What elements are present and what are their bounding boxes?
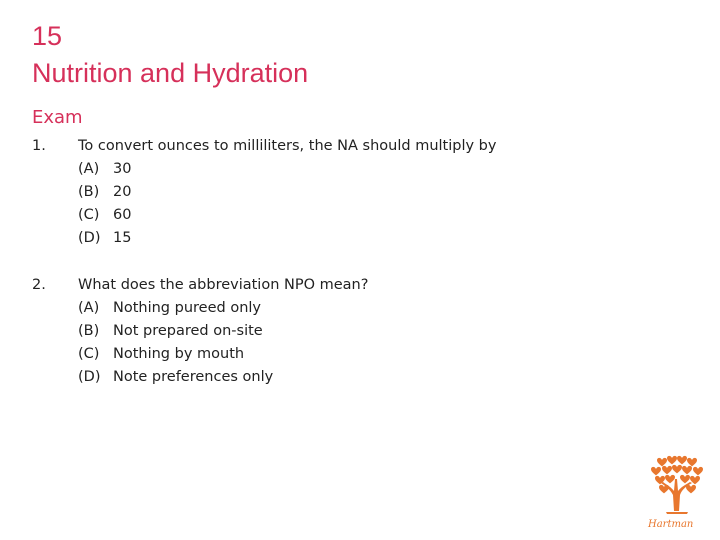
question-2 [32,274,368,389]
option-letter: (D) [78,369,101,385]
answer-option [78,158,496,181]
option-letter: (C) [78,207,100,223]
option-text: Nothing by mouth [113,346,245,362]
option-letter: (C) [78,346,100,362]
answer-options [78,158,496,250]
option-text: 20 [113,184,132,200]
option-text: Not prepared on-site [113,323,263,339]
hartman-logo [640,455,712,535]
question-1 [32,135,496,250]
answer-option [78,227,496,250]
question-text: To convert ounces to milliliters, the NA should multiply by [78,138,497,154]
question-text: What does the abbreviation NPO mean? [78,277,369,293]
option-text: Nothing pureed only [113,300,261,316]
answer-option [78,366,368,389]
option-text: 15 [113,230,132,246]
answer-option [78,181,496,204]
section-heading: Exam [32,107,83,128]
chapter-number: 15 [32,21,63,51]
option-letter: (A) [78,161,100,177]
tree-of-hearts-logo-icon [640,455,712,535]
chapter-title [32,18,308,92]
option-letter: (A) [78,300,100,316]
option-letter: (B) [78,184,100,200]
answer-options [78,297,368,389]
answer-option [78,320,368,343]
svg-text:Hartman: Hartman [648,519,694,530]
answer-option [78,297,368,320]
option-text: 30 [113,161,132,177]
question-number: 2. [32,277,46,293]
question-number: 1. [32,138,46,154]
answer-option [78,343,368,366]
option-letter: (D) [78,230,101,246]
option-letter: (B) [78,323,100,339]
option-text: Note preferences only [113,369,274,385]
answer-option [78,204,496,227]
chapter-name: Nutrition and Hydration [32,58,309,88]
option-text: 60 [113,207,132,223]
